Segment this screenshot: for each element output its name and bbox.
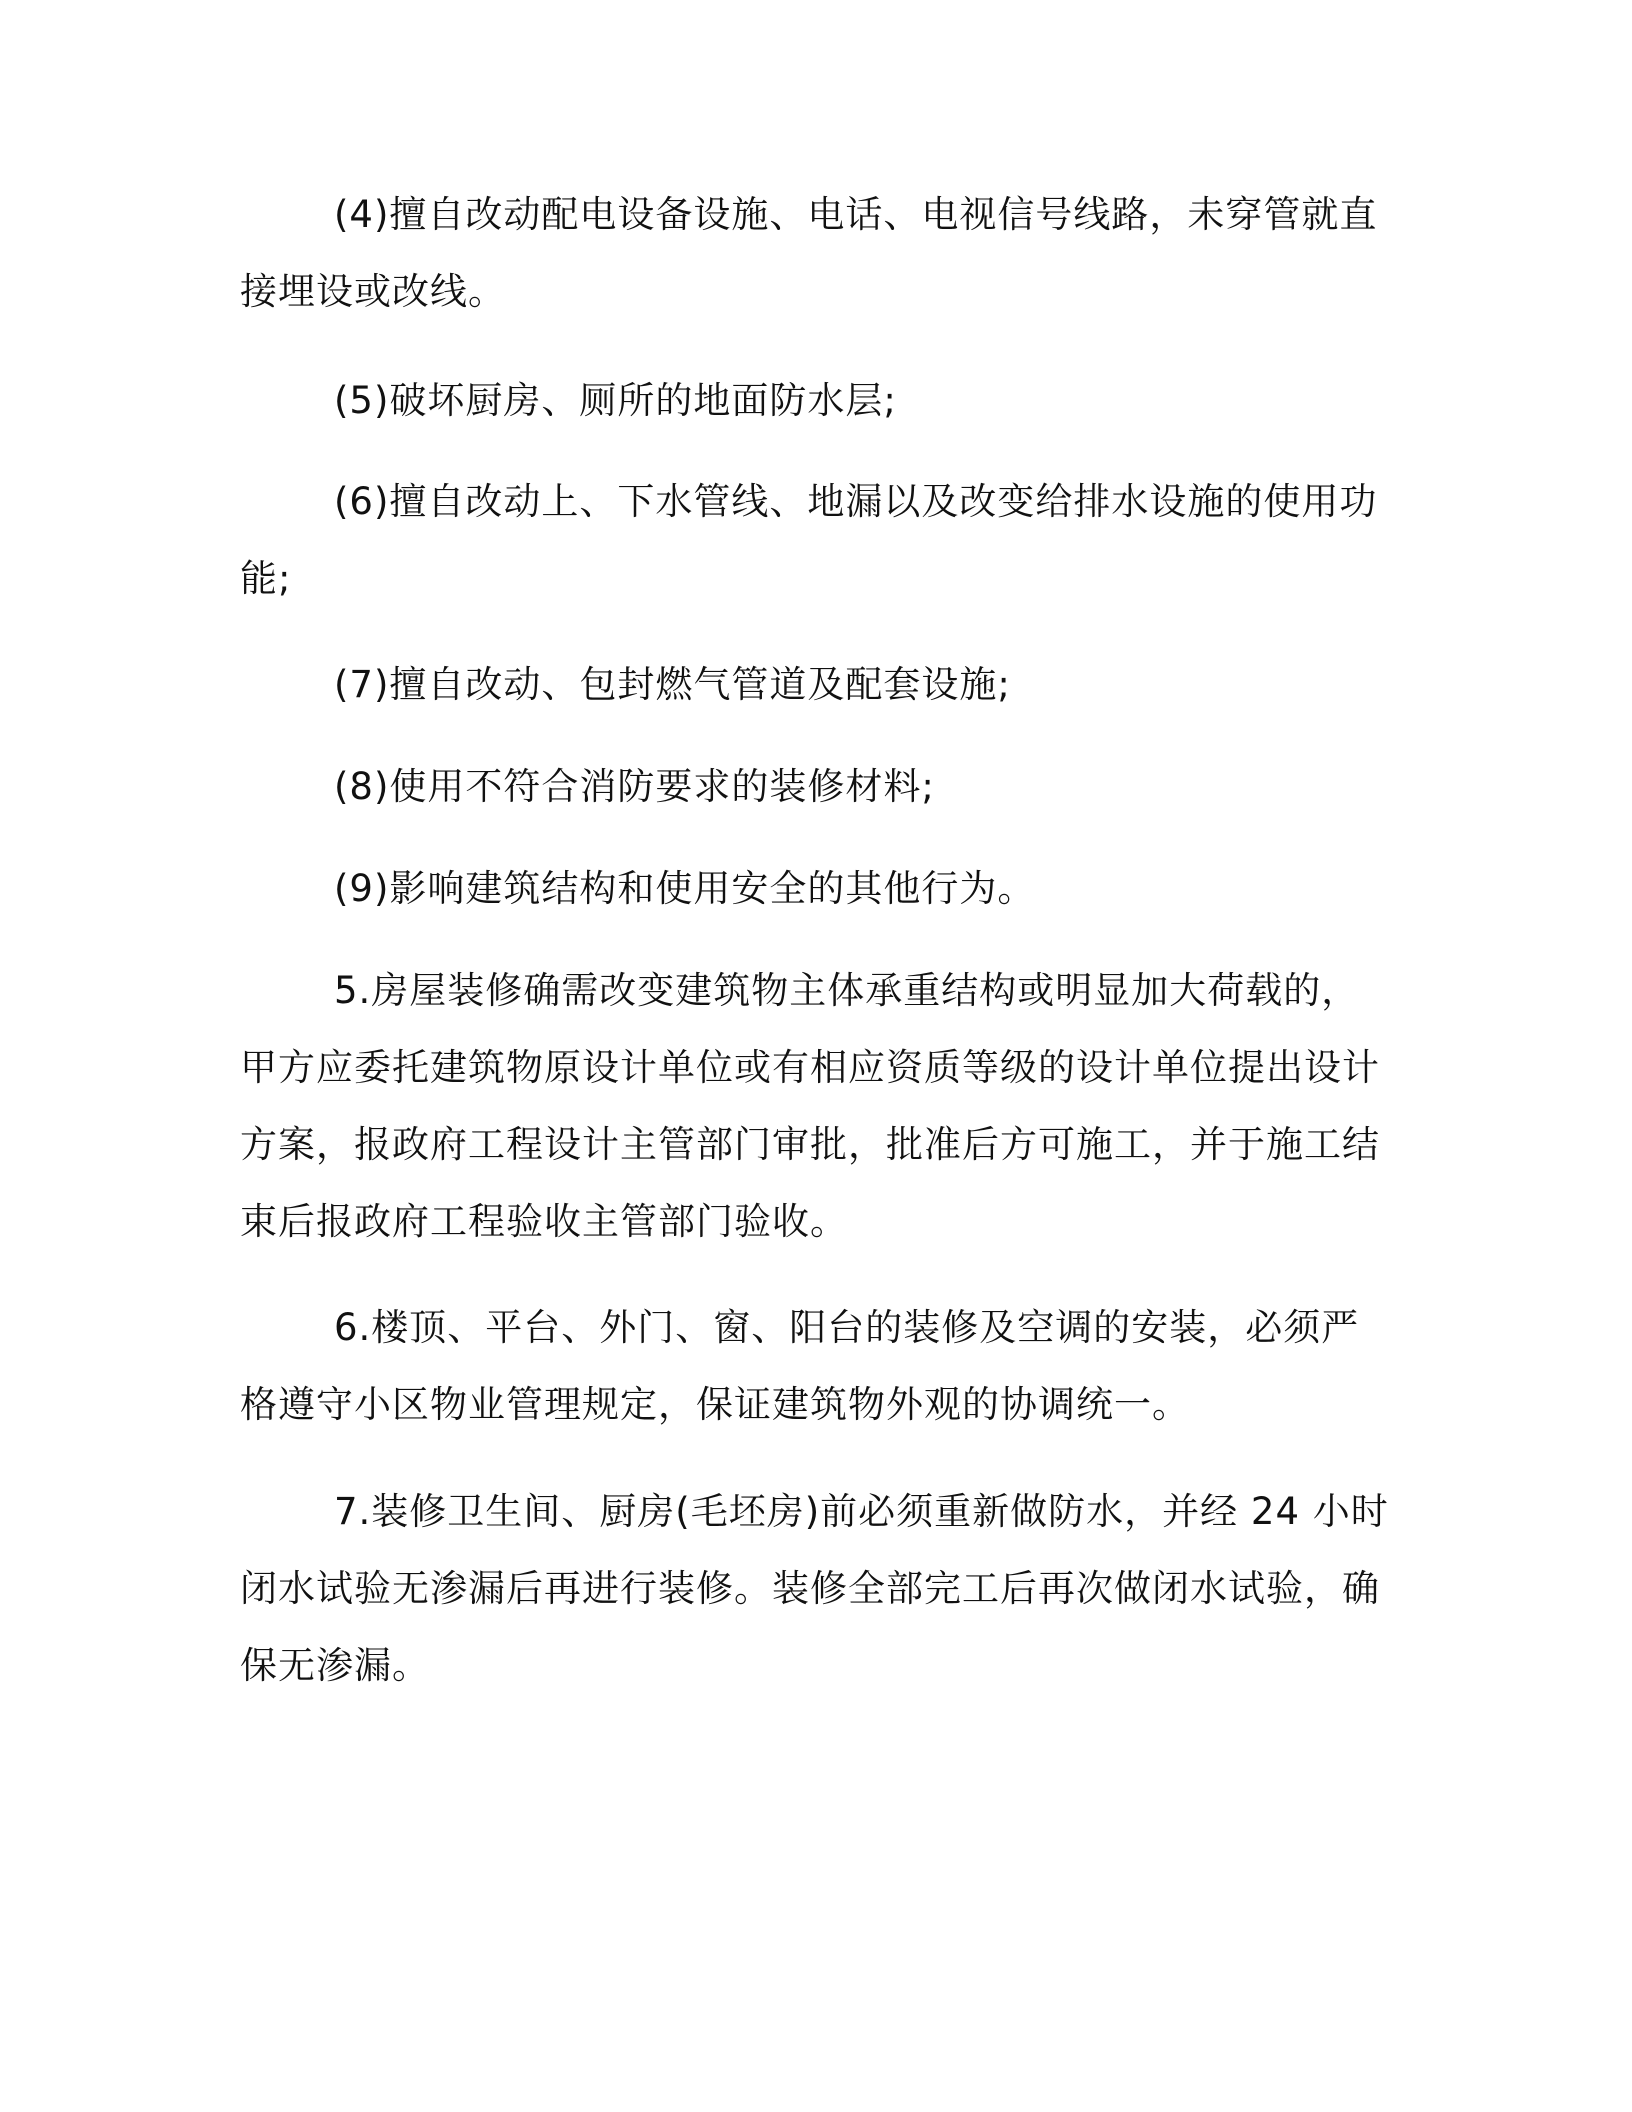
section-7-paragraph: 7.装修卫生间、厨房(毛坯房)前必须重新做防水，并经 24 小时闭水试验无渗漏后再进行装修。装修全部完工后再次做闭水试验，确保无渗漏。 <box>240 1490 1389 1687</box>
clause-8-paragraph: (8)使用不符合消防要求的装修材料; <box>334 765 935 808</box>
clause-7-paragraph: (7)擅自改动、包封燃气管道及配套设施; <box>334 663 1011 706</box>
clause-4-paragraph: (4)擅自改动配电设备设施、电话、电视信号线路，未穿管就直接埋设或改线。 <box>240 193 1378 313</box>
clause-5-paragraph: (5)破坏厨房、厕所的地面防水层; <box>334 379 897 422</box>
clause-9-paragraph: (9)影响建筑结构和使用安全的其他行为。 <box>334 867 1036 910</box>
section-5-paragraph: 5.房屋装修确需改变建筑物主体承重结构或明显加大荷载的，甲方应委托建筑物原设计单位或有相应资质等级的设计单位提出设计方案，报政府工程设计主管部门审批，批准后方可施工，并于施工结束后报政府工程验收主管部门验收。 <box>240 969 1380 1243</box>
clause-6-paragraph: (6)擅自改动上、下水管线、地漏以及改变给排水设施的使用功能; <box>240 480 1378 600</box>
section-6-paragraph: 6.楼顶、平台、外门、窗、阳台的装修及空调的安装，必须严格遵守小区物业管理规定，保证建筑物外观的协调统一。 <box>240 1306 1360 1426</box>
